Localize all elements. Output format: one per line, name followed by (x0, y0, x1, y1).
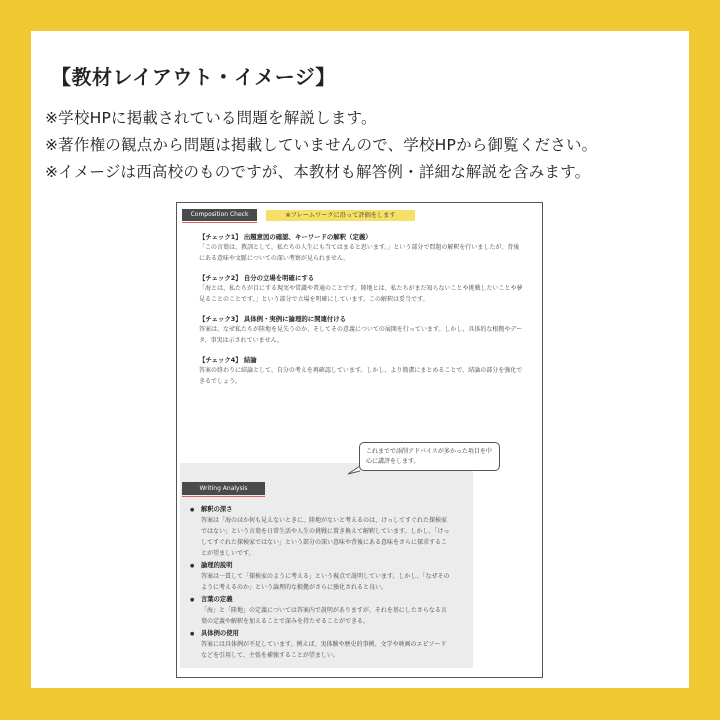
check-title: 【チェック1】 出題意図の確認、キーワードの解釈（定義） (199, 233, 372, 241)
check-title: 【チェック4】 結論 (199, 356, 257, 364)
analysis-title: ● 論理的説明 (201, 562, 233, 569)
check-item (199, 355, 523, 387)
check-title: 【チェック3】 具体例・実例に論理的に関連付ける (199, 315, 347, 323)
writing-analysis-panel (180, 463, 473, 668)
framework-highlight: ※フレームワークに沿って評価をします (266, 210, 415, 221)
analysis-item (190, 595, 450, 627)
note-line: ※学校HPに掲載されている問題を解説します。 (45, 109, 377, 127)
notes-list (45, 105, 597, 186)
check-item (199, 314, 523, 346)
content-card (31, 31, 689, 688)
note-line: ※著作権の観点から問題は掲載していませんので、学校HPから御覧ください。 (45, 136, 598, 154)
layout-sample-document (176, 202, 543, 678)
check-item (199, 232, 523, 264)
page-heading: 【教材レイアウト・イメージ】 (51, 65, 336, 89)
analysis-item (190, 505, 450, 559)
composition-check-tag: Composition Check (182, 209, 257, 221)
writing-analysis-tag: Writing Analysis (182, 482, 265, 495)
analysis-body: 答案には具体例が不足しています。例えば、実体験や歴史的事例、文学や映画のエピソードなどを引用して、主張を補強することが望ましい。 (201, 641, 447, 659)
analysis-title: ● 具体例の使用 (201, 630, 239, 637)
note-line: ※イメージは西高校のものですが、本教材も解答例・詳細な解説を含みます。 (45, 163, 591, 181)
analysis-body: 答案は一貫して「探検家のように考える」という視点で説明しています。しかし、「なぜそのように考えるのか」という論理的な根拠がさらに強化されると良い。 (201, 573, 450, 591)
speech-bubble: これまでで添削アドバイスが多かった項目を中心に講評をします。 (359, 442, 500, 471)
check-body: 「この言葉は、教訓として、私たちの人生にも当てはまると思います。」という部分で問題の解釈を行いましたが、背後にある意味や文脈についての深い考察が見られません。 (199, 244, 520, 262)
check-body: 答案は、なぜ私たちが陸地を見失うのか、そしてその意義についての展開を行っています。しかし、具体的な根拠やデータ、事実は示されていません。 (199, 326, 523, 344)
check-title: 【チェック2】 自分の立場を明確にする (199, 274, 315, 282)
analysis-item (190, 561, 450, 593)
check-body: 答案の終わりに結論として、自分の考えを再確認しています。しかし、より簡潔にまとめることで、結論の部分を強化できるでしょう。 (199, 367, 523, 385)
analysis-list (190, 505, 450, 663)
check-item (199, 273, 523, 305)
analysis-item (190, 629, 450, 661)
check-body: 「海とは、私たちが目にする現実や常識や普通のことです。陸地とは、私たちがまだ知らないことや挑戦したいことや夢見ることのことです。」という部分で立場を明確にしています。この解釈は妥当です。 (199, 285, 523, 303)
analysis-body: 答案は「海のほか何も見えないときに、陸地がないと考えるのは、けっしてすぐれた探検家ではない」という言葉を日常生活や人生の挑戦に置き換えて解釈しています。しかし、「けっしてすぐれた探検家ではない」という部分の深い意味や背後にある意味をさらに探求することが望ましいです。 (201, 517, 450, 557)
analysis-body: 「海」と「陸地」の定義については答案内で説明がありますが、それを基にしたさらなる言葉の定義や解釈を加えることで深みを持たせることができる。 (201, 607, 447, 625)
analysis-title: ● 言葉の定義 (201, 596, 233, 603)
check-section (199, 232, 523, 396)
analysis-title: ● 解釈の深さ (201, 506, 233, 513)
